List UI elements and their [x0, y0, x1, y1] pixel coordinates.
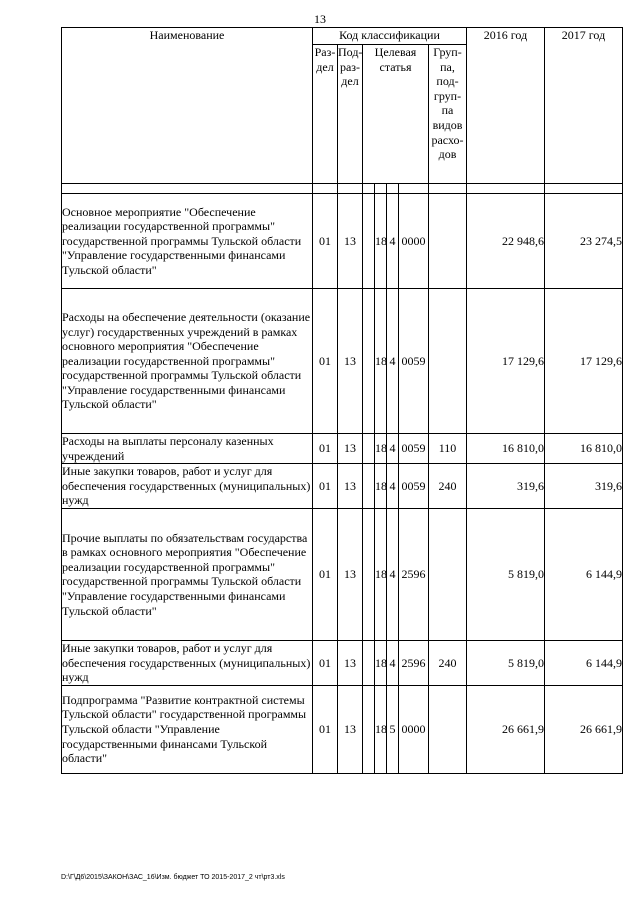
table-row — [62, 289, 623, 434]
row-razdel: 01 — [313, 508, 338, 640]
row-cs-program: 18 — [375, 685, 387, 773]
row-cs-subprogram: 4 — [387, 194, 399, 289]
row-cs-direction: 0059 — [399, 464, 429, 509]
row-razdel: 01 — [313, 685, 338, 773]
row-value-2016: 26 661,9 — [467, 685, 545, 773]
row-podrazdel: 13 — [338, 508, 363, 640]
table-row — [62, 194, 623, 289]
row-cs-direction: 2596 — [399, 640, 429, 685]
table-row — [62, 640, 623, 685]
row-vid: 240 — [429, 640, 467, 685]
row-cs-subprogram: 4 — [387, 508, 399, 640]
header-code-classification: Код классификации — [313, 28, 467, 45]
row-spacer — [363, 508, 375, 640]
row-podrazdel: 13 — [338, 194, 363, 289]
row-razdel: 01 — [313, 289, 338, 434]
header-row-top — [62, 28, 623, 45]
row-razdel: 01 — [313, 434, 338, 464]
budget-table — [61, 27, 623, 774]
row-spacer — [363, 685, 375, 773]
row-vid — [429, 508, 467, 640]
header-2016: 2016 год — [467, 28, 545, 184]
row-cs-program: 18 — [375, 434, 387, 464]
row-value-2016: 17 129,6 — [467, 289, 545, 434]
row-value-2017: 26 661,9 — [545, 685, 623, 773]
file-path-footer: D:\Г\Д6\2015\ЗАКОН\ЗАС_16\Изм. бюджет ТО 2015-2017_2 чт\рт3.xls — [61, 874, 285, 881]
row-value-2017: 6 144,9 — [545, 640, 623, 685]
row-vid — [429, 289, 467, 434]
row-value-2017: 6 144,9 — [545, 508, 623, 640]
row-cs-program: 18 — [375, 194, 387, 289]
row-name: Расходы на обеспечение деятельности (оказание услуг) государственных учреждений в рамках основного мероприятия "Обеспечение реализации государственной программы" государственной программы Тульской области "Управление государственными финансами Тульской области" — [62, 289, 313, 434]
table-row — [62, 434, 623, 464]
row-podrazdel: 13 — [338, 685, 363, 773]
row-name: Основное мероприятие "Обеспечение реализации государственной программы" государственной программы Тульской области "Управление государственными финансами Тульской области" — [62, 194, 313, 289]
row-cs-program: 18 — [375, 640, 387, 685]
row-cs-subprogram: 5 — [387, 685, 399, 773]
page-number: 13 — [314, 12, 326, 26]
row-value-2017: 16 810,0 — [545, 434, 623, 464]
row-vid — [429, 194, 467, 289]
row-value-2016: 5 819,0 — [467, 640, 545, 685]
row-cs-direction: 0059 — [399, 289, 429, 434]
row-spacer — [363, 194, 375, 289]
row-cs-subprogram: 4 — [387, 464, 399, 509]
row-value-2016: 22 948,6 — [467, 194, 545, 289]
row-razdel: 01 — [313, 464, 338, 509]
row-cs-program: 18 — [375, 289, 387, 434]
spacer-row — [62, 184, 623, 194]
header-vid-rashodov: Груп- па, под- груп- па видов расхо- дов — [429, 45, 467, 184]
row-spacer — [363, 289, 375, 434]
row-vid: 110 — [429, 434, 467, 464]
table-row — [62, 464, 623, 509]
row-vid — [429, 685, 467, 773]
row-cs-direction: 0000 — [399, 685, 429, 773]
row-spacer — [363, 464, 375, 509]
row-spacer — [363, 640, 375, 685]
header-podrazdel: Под- раз- дел — [338, 45, 363, 184]
row-value-2017: 23 274,5 — [545, 194, 623, 289]
row-name: Иные закупки товаров, работ и услуг для обеспечения государственных (муниципальных) нужд — [62, 464, 313, 509]
row-cs-subprogram: 4 — [387, 434, 399, 464]
row-value-2017: 17 129,6 — [545, 289, 623, 434]
row-value-2016: 16 810,0 — [467, 434, 545, 464]
header-name: Наименование — [62, 28, 313, 184]
row-cs-program: 18 — [375, 508, 387, 640]
row-spacer — [363, 434, 375, 464]
row-razdel: 01 — [313, 194, 338, 289]
row-podrazdel: 13 — [338, 289, 363, 434]
table-row — [62, 508, 623, 640]
header-razdel: Раз- дел — [313, 45, 338, 184]
row-cs-subprogram: 4 — [387, 289, 399, 434]
row-cs-direction: 0059 — [399, 434, 429, 464]
row-name: Расходы на выплаты персоналу казенных учреждений — [62, 434, 313, 464]
row-name: Прочие выплаты по обязательствам государства в рамках основного мероприятия "Обеспечение реализации государственной программы" государственной программы Тульской области "Управление государственными финансами Тульской области" — [62, 508, 313, 640]
row-cs-direction: 0000 — [399, 194, 429, 289]
table-row — [62, 685, 623, 773]
row-podrazdel: 13 — [338, 434, 363, 464]
row-podrazdel: 13 — [338, 464, 363, 509]
row-value-2016: 5 819,0 — [467, 508, 545, 640]
row-value-2016: 319,6 — [467, 464, 545, 509]
row-cs-subprogram: 4 — [387, 640, 399, 685]
header-celevaya-statya: Целевая статья — [363, 45, 429, 184]
row-name: Иные закупки товаров, работ и услуг для обеспечения государственных (муниципальных) нужд — [62, 640, 313, 685]
row-value-2017: 319,6 — [545, 464, 623, 509]
row-vid: 240 — [429, 464, 467, 509]
row-cs-direction: 2596 — [399, 508, 429, 640]
row-name: Подпрограмма "Развитие контрактной системы Тульской области" государственной программы Тульской области "Управление государственными финансами Тульской области" — [62, 685, 313, 773]
header-2017: 2017 год — [545, 28, 623, 184]
row-cs-program: 18 — [375, 464, 387, 509]
row-podrazdel: 13 — [338, 640, 363, 685]
row-razdel: 01 — [313, 640, 338, 685]
